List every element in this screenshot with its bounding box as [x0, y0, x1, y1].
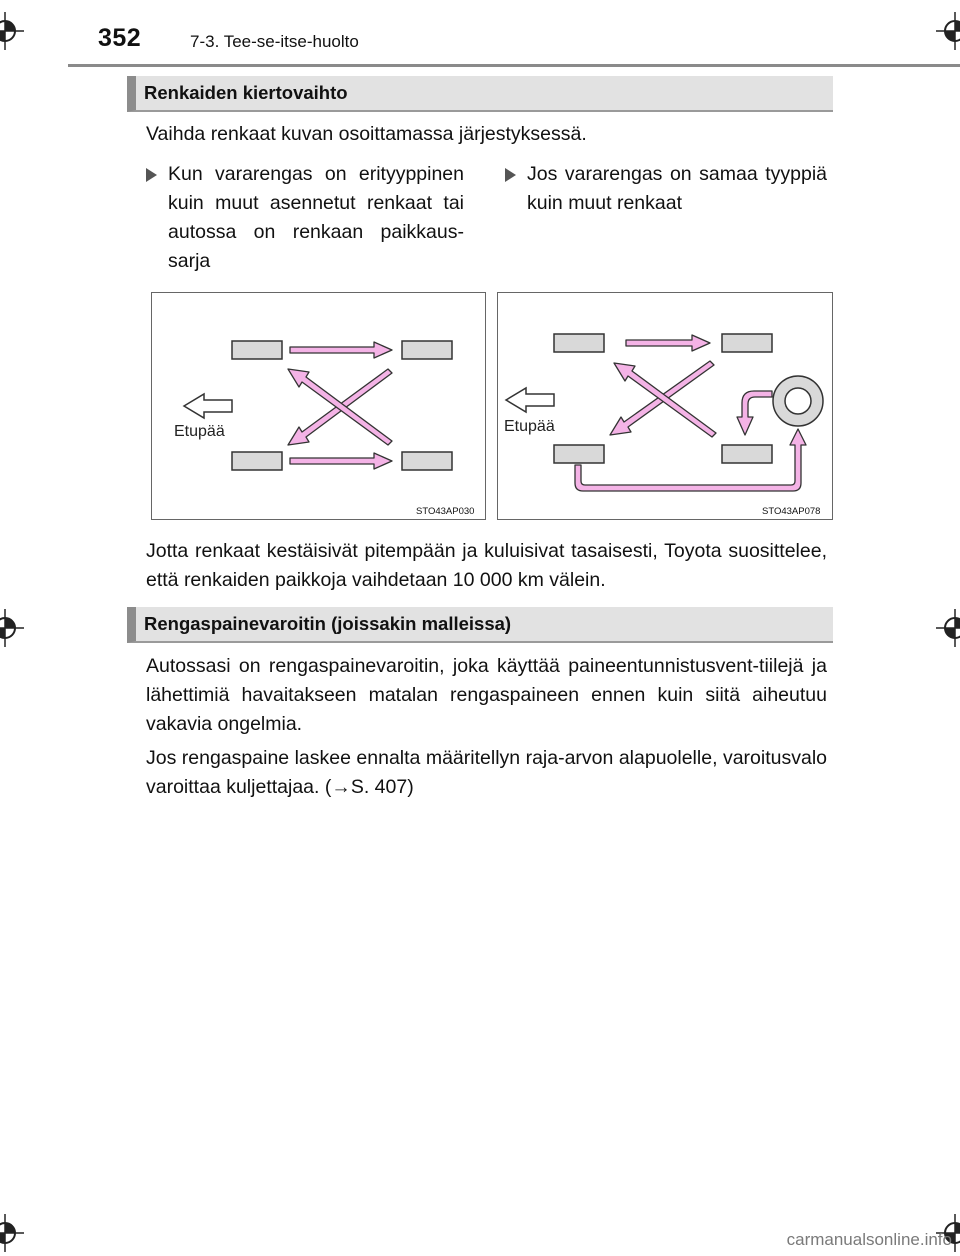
arrow-rear: [290, 453, 392, 469]
header-rule: [68, 64, 960, 67]
running-title: 7-3. Tee-se-itse-huolto: [190, 32, 359, 51]
section-heading-text: Renkaiden kiertovaihto: [144, 82, 348, 103]
rotation-diagram: [152, 293, 485, 519]
rotation-interval-paragraph: Jotta renkaat kestäisivät pitempään ja kuluisivat tasaisesti, Toyota suosittelee, että renkaiden paikkoja vaihdetaan 10 000 km välein.: [146, 540, 827, 591]
tpws-paragraph-2: Jos rengaspaine laskee ennalta määritellyn raja-arvon alapuolelle, varoitusvalo varoittaa kuljettajaa. (→S. 407): [146, 747, 827, 798]
tire-rear-left: [554, 445, 604, 463]
arrow-front: [626, 335, 710, 351]
front-label: Etupää: [504, 418, 555, 435]
crosshair-icon: [0, 12, 24, 50]
bullet-triangle-icon: [505, 168, 516, 182]
watermark-text: carmanualsonline.info: [786, 1230, 952, 1249]
intro-paragraph: Vaihda renkaat kuvan osoittamassa järjestyksessä.: [146, 123, 587, 145]
spare-tire-hub: [785, 388, 811, 414]
bullet-item-different-spare: [168, 160, 464, 276]
bullet-triangle-icon: [146, 168, 157, 182]
page-number: 352: [98, 24, 142, 52]
front-direction-arrow-icon: [506, 388, 554, 412]
tire-front-right: [402, 341, 452, 359]
figure-code: STO43AP078: [762, 506, 821, 517]
front-direction-arrow-icon: [184, 394, 232, 418]
section-heading-tpws: [127, 607, 833, 643]
arrow-spare-to-rear: [737, 391, 772, 435]
figure-rotation-five-tires: [497, 292, 833, 520]
crosshair-icon: [0, 1214, 24, 1252]
tire-rear-right: [722, 445, 772, 463]
tire-front-left: [554, 334, 604, 352]
crosshair-icon: [936, 12, 960, 50]
tire-rear-right: [402, 452, 452, 470]
tpws-paragraph-1: Autossasi on rengaspainevaroitin, joka käyttää paineentunnistusvent-tiilejä ja lähettimiä havaitakseen matalan rengaspaineen ennen kuin siitä aiheutuu vakavia ongelmia.: [146, 655, 827, 735]
tire-front-right: [722, 334, 772, 352]
arrow-front: [290, 342, 392, 358]
tire-front-left: [232, 341, 282, 359]
bullet-item-same-spare: [527, 160, 827, 218]
bullet-text: Jos vararengas on samaa tyyppiä kuin muut renkaat: [527, 163, 827, 214]
bullet-text: Kun vararengas on erityyppinen kuin muut asennetut renkaat tai autossa on renkaan paikkaus-sarja: [168, 163, 464, 272]
crosshair-icon: [0, 609, 24, 647]
section-heading-text: Rengaspainevaroitin (joissakin malleissa): [144, 613, 512, 634]
crosshair-icon: [936, 609, 960, 647]
tire-rear-left: [232, 452, 282, 470]
figure-code: STO43AP030: [416, 506, 475, 517]
section-heading-tire-rotation: [127, 76, 833, 112]
rotation-diagram: [498, 293, 832, 519]
figure-rotation-four-tires: [151, 292, 486, 520]
front-label: Etupää: [174, 423, 225, 440]
